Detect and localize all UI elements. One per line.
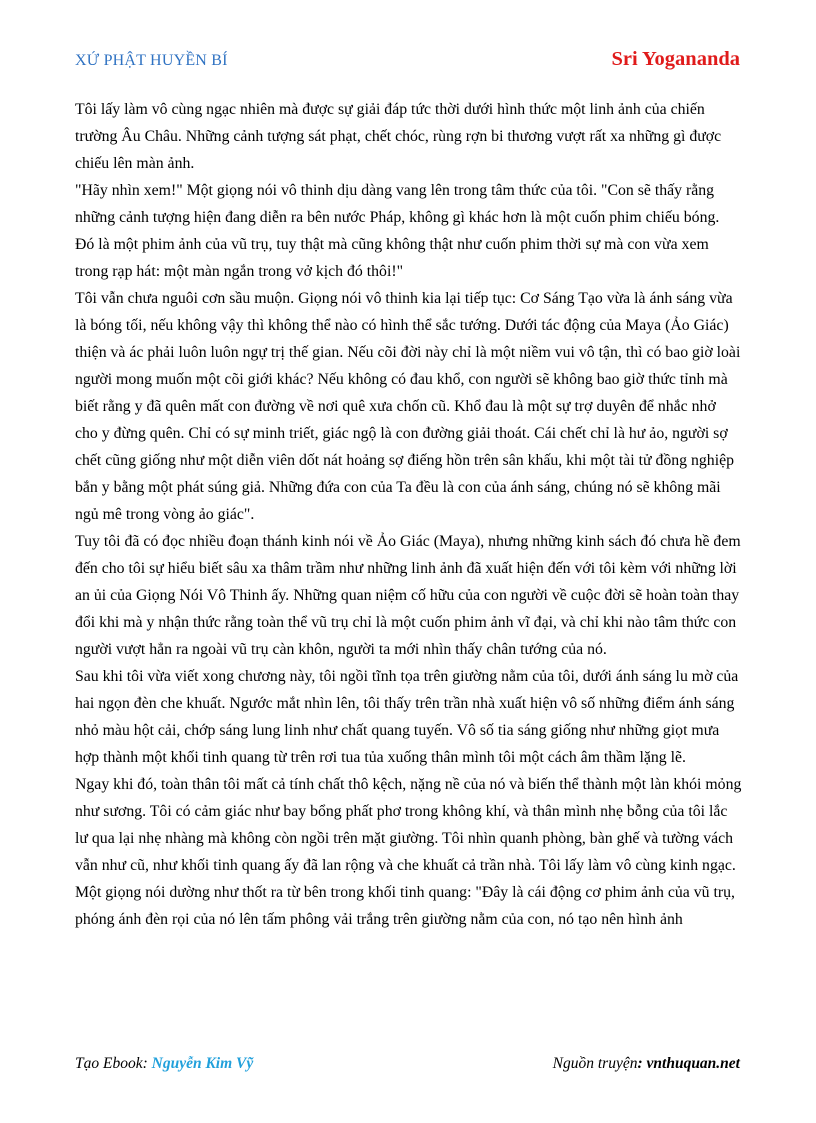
paragraph: Tôi lấy làm vô cùng ngạc nhiên mà được sự giải đáp tức thời dưới hình thức một linh ảnh của chiến trường Âu Châu. Những cảnh tượng sát phạt, chết chóc, rùng rợn bi thương vượt rất xa những gì được chiếu lên màn ảnh. bbox=[75, 101, 722, 172]
paragraph: Một giọng nói dường như thốt ra từ bên trong khối tinh quang: "Đây là cái động cơ phim ảnh của vũ trụ, phóng ánh đèn rọi của nó lên tấm phông vải trắng trên giường nằm của con, nó tạo nên hình ảnh bbox=[75, 884, 735, 928]
paragraph: Tôi vẫn chưa nguôi cơn sầu muộn. Giọng nói vô thinh kia lại tiếp tục: Cơ Sáng Tạo vừa là ánh sáng vừa là bóng tối, nếu không vậy thì không thể nào có hình thể sắc tướng. Dưới tác động của Maya (Ảo Giác) thiện và ác phải luôn luôn ngự trị thế gian. Nếu cõi đời này chỉ là một niềm vui vô tận, thì có bao giờ loài người mong muốn một cõi giới khác? Nếu không có đau khổ, con người sẽ không bao giờ thức tỉnh mà biết rằng y đã quên mất con đường về nơi quê xưa chốn cũ. Khổ đau là một sự trợ duyên để nhắc nhở cho y đừng quên. Chỉ có sự minh triết, giác ngộ là con đường giải thoát. Cái chết chỉ là hư ảo, người sợ chết cũng giống như một diễn viên dốt nát hoảng sợ điếng hồn trên sân khấu, khi một tài tử đồng nghiệp bắn y bằng một phát súng giả. Những đứa con của Ta đều là con của ánh sáng, chúng nó sẽ không mãi ngủ mê trong vòng ảo giác". bbox=[75, 290, 741, 523]
author-name: Sri Yogananda bbox=[611, 48, 740, 70]
source-label: Nguồn truyện bbox=[552, 1055, 638, 1072]
paragraph: Sau khi tôi vừa viết xong chương này, tôi ngồi tĩnh tọa trên giường nằm của tôi, dưới ánh sáng lu mờ của hai ngọn đèn che khuất. Ngước mắt nhìn lên, tôi thấy trên trần nhà xuất hiện vô số những điểm ánh sáng nhỏ màu hột cải, chớp sáng lung linh như chất quang tuyến. Vô số tia sáng giống như những giọt mưa hợp thành một khối tinh quang từ trên rơi tua tủa xuống thân mình tôi một cách âm thầm lặng lẽ. bbox=[75, 668, 739, 766]
paragraph: Ngay khi đó, toàn thân tôi mất cả tính chất thô kệch, nặng nề của nó và biến thể thành một làn khói mỏng như sương. Tôi có cảm giác như bay bổng phất phơ trong không khí, và thân mình nhẹ bỗng của tôi lắc lư qua lại nhẹ nhàng mà không còn ngồi trên mặt giường. Tôi nhìn quanh phòng, bàn ghế và tường vách vẫn như cũ, như khối tinh quang ấy đã lan rộng và che khuất cả trần nhà. Tôi lấy làm vô cùng kinh ngạc. bbox=[75, 776, 742, 874]
paragraph: "Hãy nhìn xem!" Một giọng nói vô thinh dịu dàng vang lên trong tâm thức của tôi. "Con sẽ thấy rằng những cảnh tượng hiện đang diễn ra bên nước Pháp, không gì khác hơn là một cuốn phim chiếu bóng. Đó là một phim ảnh của vũ trụ, tuy thật mà cũng không thật như cuốn phim thời sự mà con vừa xem trong rạp hát: một màn ngắn trong vở kịch đó thôi!" bbox=[75, 182, 720, 280]
ebook-separator: : bbox=[142, 1055, 152, 1072]
ebook-creator-name: Nguyễn Kim Vỹ bbox=[151, 1055, 254, 1072]
ebook-label: Tạo Ebook bbox=[75, 1055, 143, 1072]
source-site: vnthuquan.net bbox=[646, 1055, 740, 1072]
page-header bbox=[75, 48, 740, 76]
page-body bbox=[75, 96, 742, 933]
page-footer bbox=[75, 1055, 740, 1079]
book-title: XỨ PHẬT HUYỀN BÍ bbox=[75, 52, 228, 69]
paragraph: Tuy tôi đã có đọc nhiều đoạn thánh kinh nói về Ảo Giác (Maya), nhưng những kinh sách đó chưa hề đem đến cho tôi sự hiểu biết sâu xa thâm trầm như những linh ảnh đã xuất hiện đến với tôi kèm với những lời an ủi của Giọng Nói Vô Thinh ấy. Những quan niệm cố hữu của con người về cuộc đời sẽ hoàn toàn thay đổi khi mà y nhận thức rằng toàn thể vũ trụ chỉ là một cuốn phim ảnh vĩ đại, và chỉ khi nào tâm thức con người vượt hẳn ra ngoài vũ trụ càn khôn, người ta mới nhìn thấy chân tướng của nó. bbox=[75, 533, 741, 658]
source-credit bbox=[553, 1055, 740, 1073]
source-separator: : bbox=[637, 1055, 647, 1072]
ebook-credit bbox=[75, 1055, 253, 1073]
